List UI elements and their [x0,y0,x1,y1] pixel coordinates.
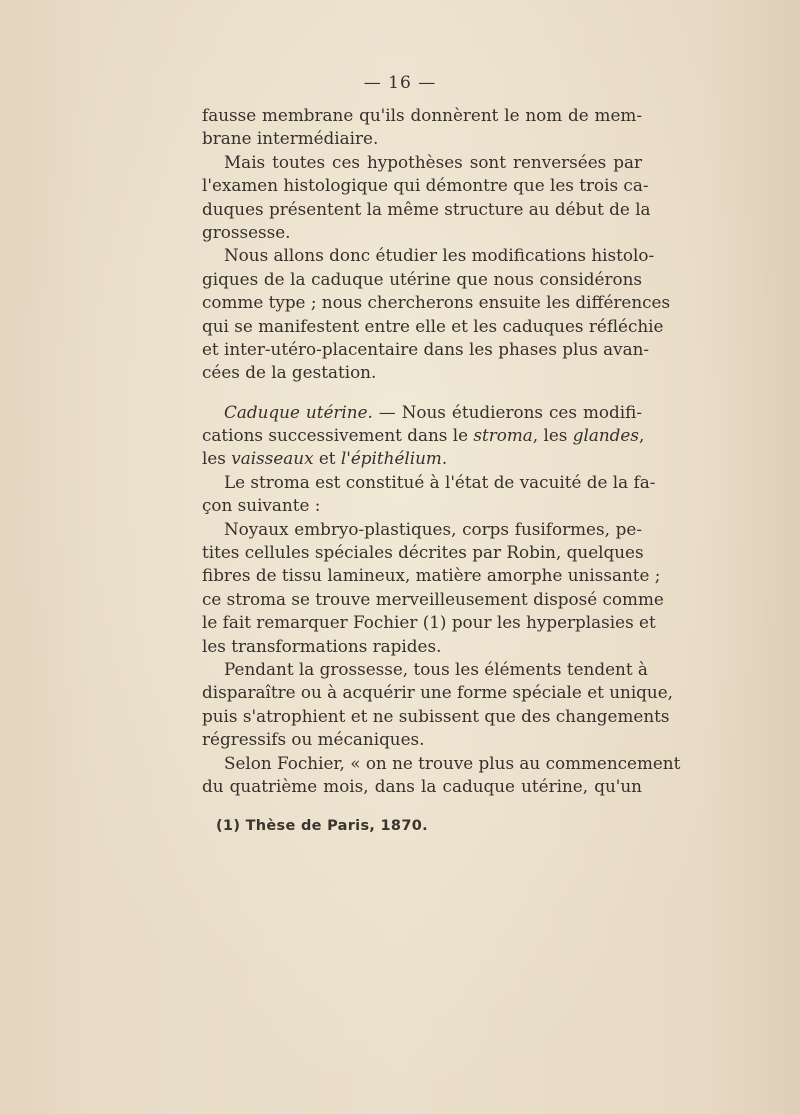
text-line: le fait remarquer Fochier (1) pour les hyperplasies et [202,612,656,633]
italic-text: l'épithélium [340,448,442,469]
italic-text: stroma [473,425,533,446]
paragraph-gap [202,385,642,401]
text-line: tites cellules spéciales décrites par Robin, quelques [202,542,644,563]
text-line: Le stroma est constitué à l'état de vacuité de la fa- [224,471,656,492]
italic-text: Caduque utérine. [224,401,373,422]
text-line: du quatrième mois, dans la caduque utérine, qu'un [202,775,642,796]
text-line: ce stroma se trouve merveilleusement disposé comme [202,588,664,609]
text-line: brane intermédiaire. [202,128,379,149]
text-segment: . [441,448,448,469]
body-text [202,104,681,798]
text-segment: cations successivement dans le [202,425,474,446]
text-line: disparaître ou à acquérir une forme spéciale et unique, [202,682,673,703]
text-segment: , les [532,425,573,446]
text-line: Mais toutes ces hypothèses sont renversées par [224,151,642,172]
text-line: et inter-utéro-placentaire dans les phases plus avan- [202,338,650,359]
text-line: Nous allons donc étudier les modifications histolo- [224,245,655,266]
text-line: puis s'atrophient et ne subissent que des changements [202,705,670,726]
text-line: Pendant la grossesse, tous les éléments tendent à [224,658,648,679]
text-line [202,424,645,447]
text-segment: — Nous étudierons ces modifi- [372,401,642,422]
italic-text: vaisseaux [231,448,314,469]
text-line: les transformations rapides. [202,635,442,656]
text-line: régressifs ou mécaniques. [202,729,425,750]
text-segment: , [638,425,645,446]
text-line: grossesse. [202,221,291,242]
text-segment: et [313,448,341,469]
text-line: cées de la gestation. [202,362,377,383]
italic-text: glandes [572,425,639,446]
text-segment: les [202,448,232,469]
text-line [202,401,642,424]
text-line: Selon Fochier, « on ne trouve plus au commencement [224,752,681,773]
text-line: l'examen histologique qui démontre que les trois ca- [202,175,649,196]
text-line: çon suivante : [202,495,321,516]
text-line: giques de la caduque utérine que nous considérons [202,268,642,289]
text-line: duques présentent la même structure au début de la [202,198,651,219]
text-line [202,447,642,470]
text-line: Noyaux embryo-plastiques, corps fusiformes, pe- [224,518,642,539]
page-number-header: — 16 — [363,73,437,93]
text-line: qui se manifestent entre elle et les caduques réfléchie [202,315,664,336]
text-line: fausse membrane qu'ils donnèrent le nom de mem- [202,105,642,125]
text-line: comme type ; nous chercherons ensuite les différences [202,292,671,313]
footnote: (1) Thèse de Paris, 1870. [216,818,428,834]
text-line: fibres de tissu lamineux, matière amorphe unissante ; [202,565,661,586]
